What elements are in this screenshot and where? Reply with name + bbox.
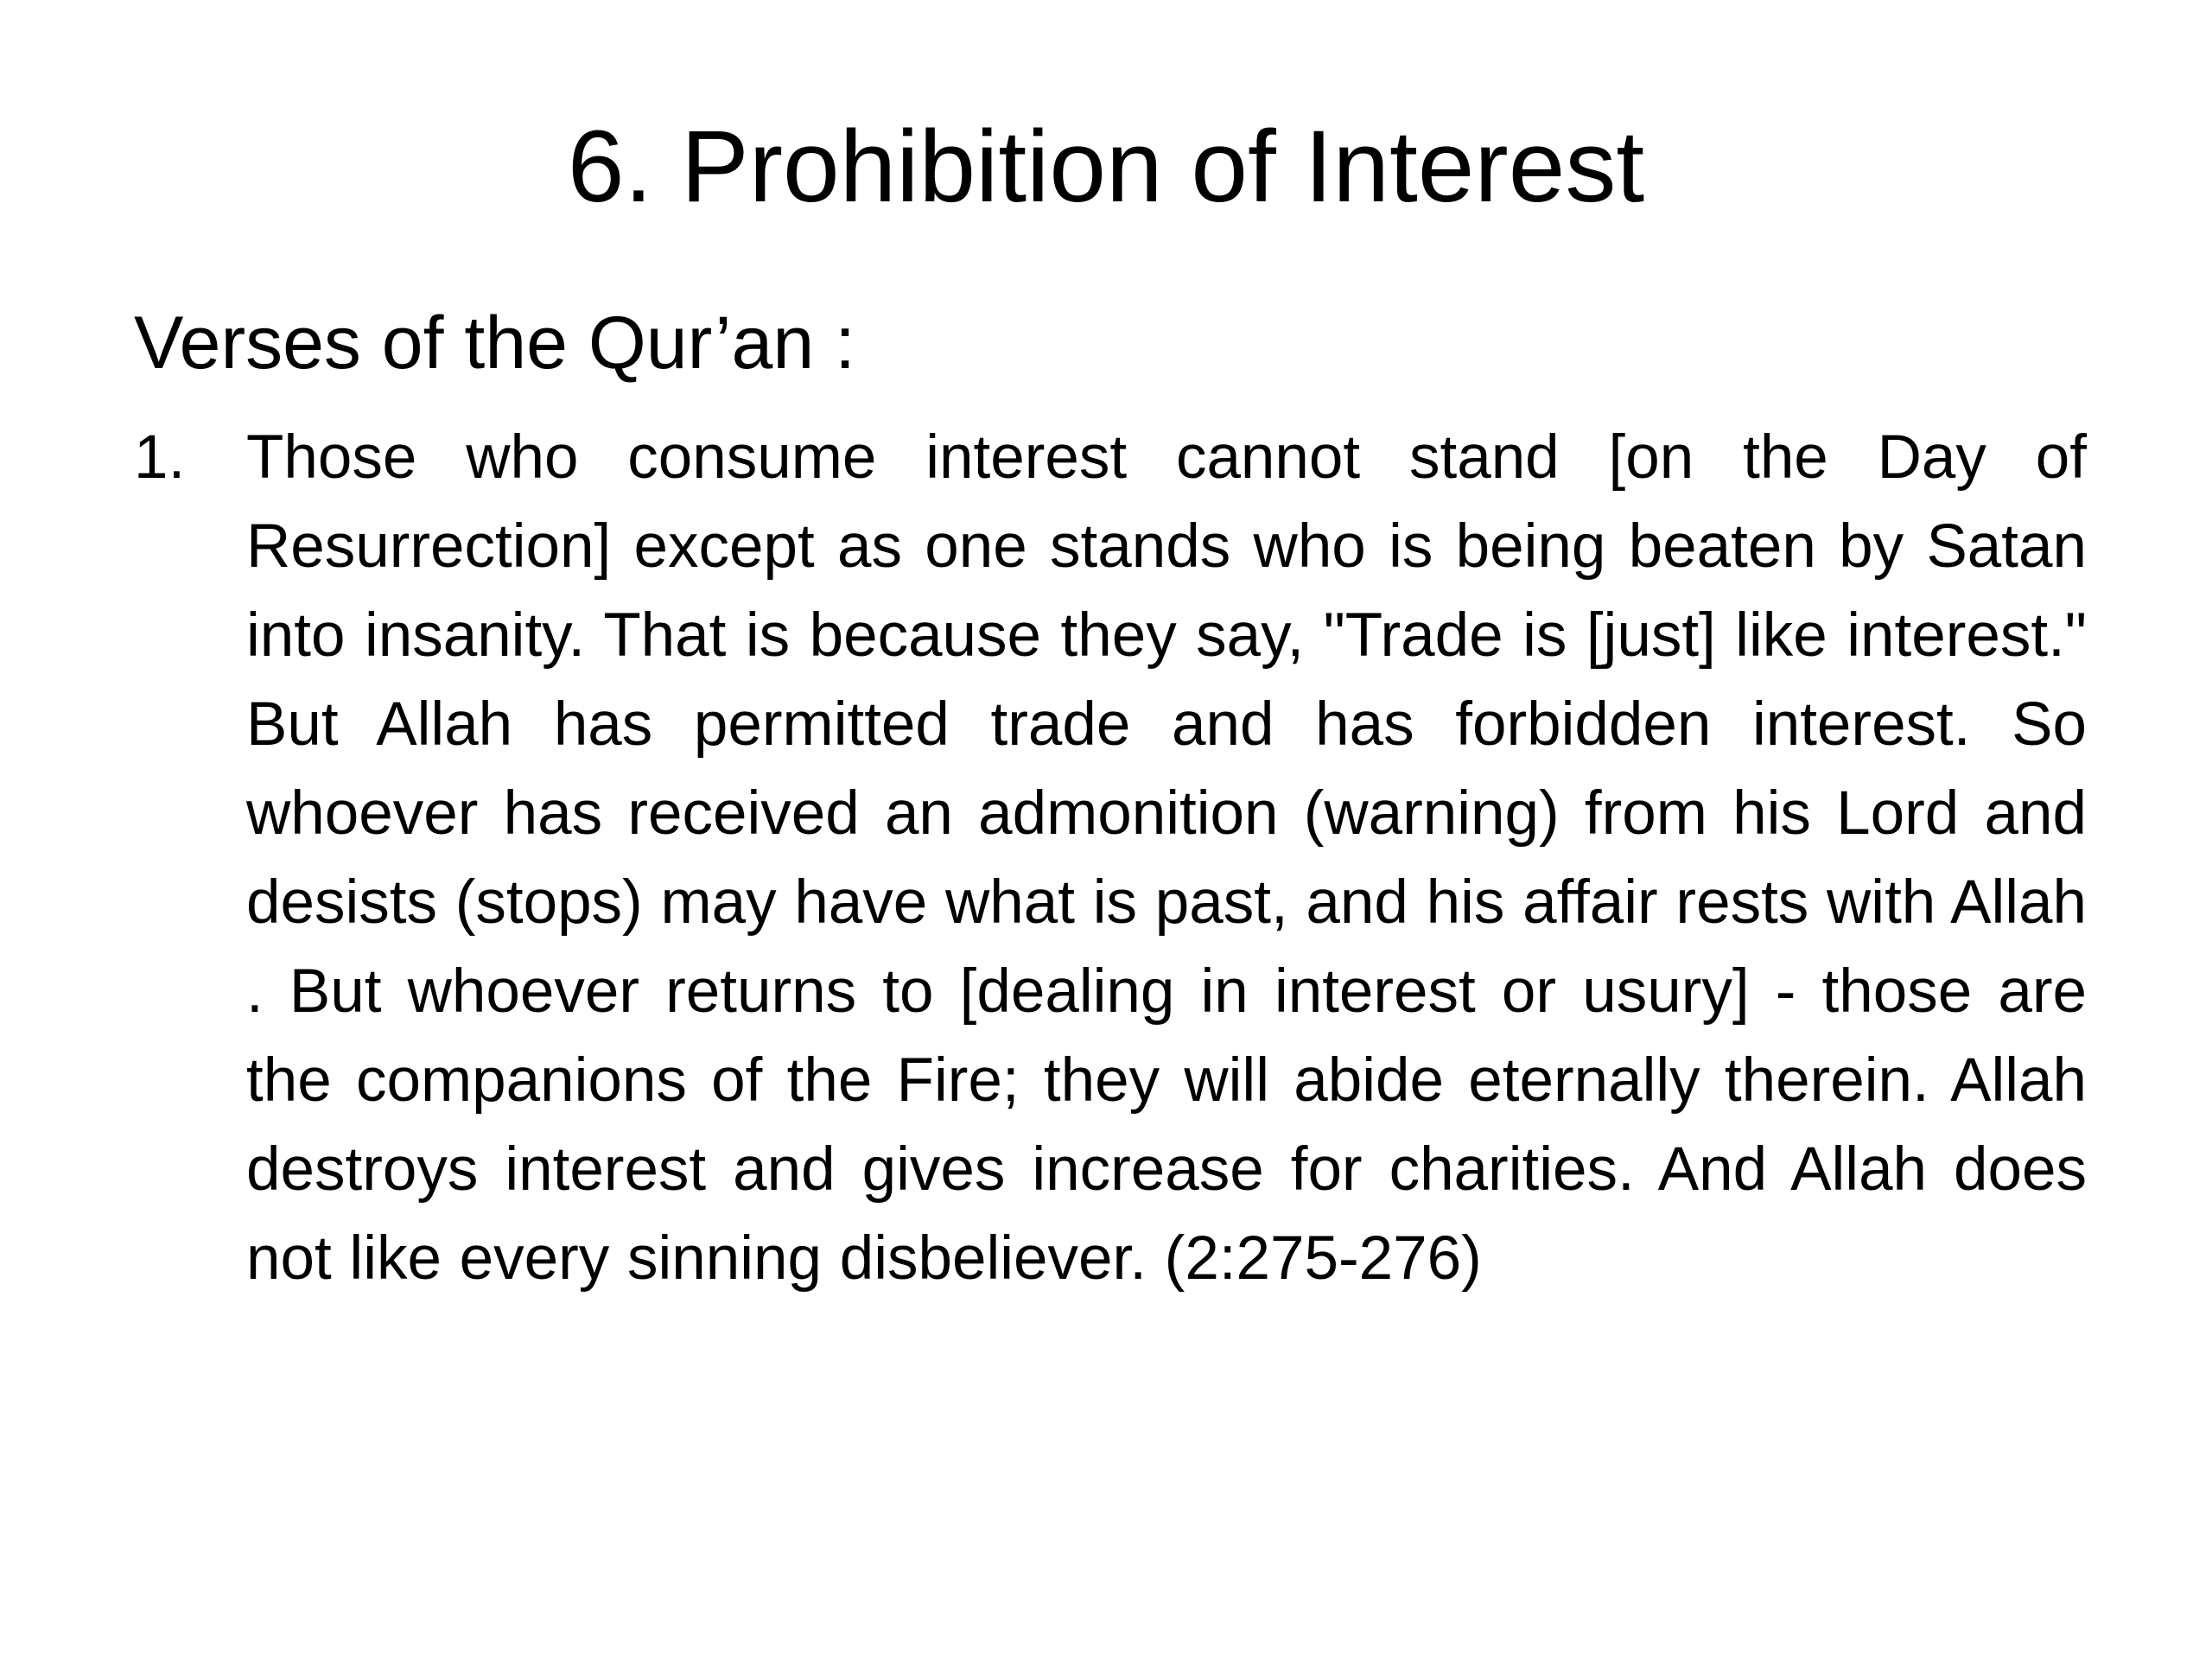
verse-text: Those who consume interest cannot stand [on the Day of Resurrection] except as one stands who is being beaten by Satan into insanity. That is because they say, "Trade is [just] like interest." But Allah has permitted trade and has forbidden interest. So whoever has received an admonition (warning) from his Lord and desists (stops) may have what is past, and his affair rests with Allah . But whoever returns to [dealing in interest or usury] - those are the companions of the Fire; they will abide eternally therein. Allah destroys interest and gives increase for charities. And Allah does not like every sinning disbeliever. (2:275-276): [246, 423, 2087, 1293]
verse-number: 1.: [134, 423, 186, 492]
verse-item: [134, 413, 2087, 1303]
slide-title: 6. Prohibition of Interest: [567, 110, 1645, 224]
verse-list: [134, 413, 2087, 1303]
section-heading: Verses of the Qur’an :: [134, 302, 855, 385]
